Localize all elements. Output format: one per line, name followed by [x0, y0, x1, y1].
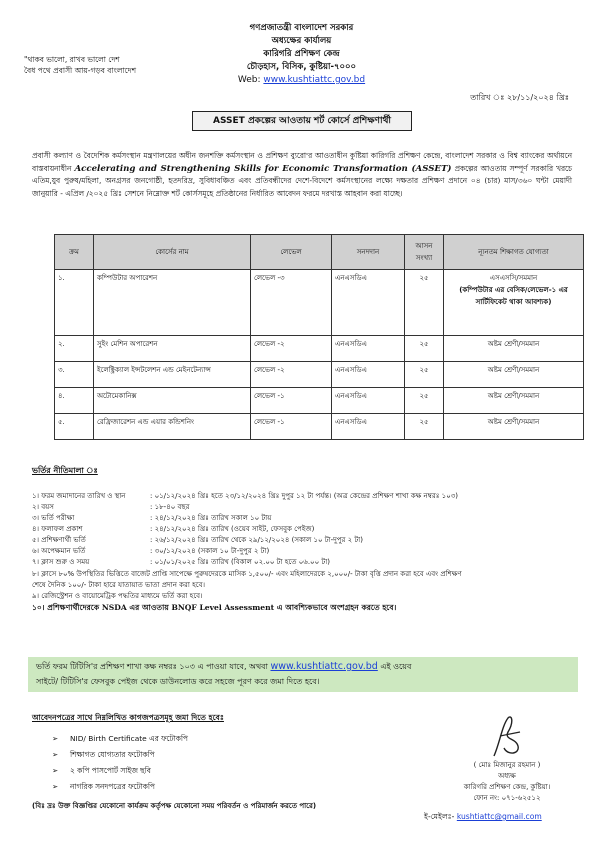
policy-key: ৩। ভর্তি পরীক্ষা — [32, 514, 75, 522]
cell-level: লেভেল -২ — [251, 336, 332, 362]
cell-course-name: কম্পিউটার অপারেশন — [94, 270, 251, 336]
policy-note-registration: ৯। রেজিস্ট্রেশন ও বায়োমেট্রিক পদ্ধতির মাধ্যমে ভর্তি করা হবে। — [32, 592, 203, 600]
cell-seats: ২৫ — [405, 414, 444, 440]
cell-course-name: অটোমেকানিক্স — [94, 388, 251, 414]
cell-certification: এনএসডিএ — [332, 362, 405, 388]
signatory-org: কারিগরি প্রশিক্ষণ কেন্দ্র, কুষ্টিয়া। — [463, 783, 551, 791]
cell-seats: ২৫ — [405, 336, 444, 362]
cell-level: লেভেল -১ — [251, 388, 332, 414]
green-part3: সাইটে/ টিটিসি'র ফেসবুক পেইজ থেকে ডাউনলোড করে সহজে পূরণ করে জমা দিতে হবে। — [36, 677, 320, 686]
col-certification: সনদদান — [332, 235, 405, 270]
cell-level: লেভেল -৩ — [251, 270, 332, 336]
cell-seats: ২৫ — [405, 388, 444, 414]
policy-value: : ৩০/১২/২০২৪ (সকাল ১০ টা-দুপুর ২ টা) — [150, 547, 270, 555]
policy-value: : ২৪/১২/২০২৪ খ্রিঃ তারিখ সকাল ১০ টায় — [150, 514, 272, 522]
slogan-line2: বৈধ পথে প্রবাসী আয়-গড়ব বাংলাদেশ — [24, 66, 137, 75]
policy-key: ২। বয়স — [32, 503, 54, 511]
cell-course-name: রেফ্রিজারেশন এন্ড এয়ার কন্ডিশনিং — [94, 414, 251, 440]
web-label: Web: — [237, 75, 261, 85]
arrow-icon: ➢ — [52, 750, 59, 759]
note10-pre: ১০। প্রশিক্ষণার্থীদেরকে — [32, 603, 100, 612]
policy-key: ৪। ফলাফল প্রকাশ — [32, 525, 83, 533]
arrow-icon: ➢ — [52, 766, 59, 775]
document-item — [52, 731, 188, 746]
policy-title: ভর্তির নীতিমালা ঃ — [32, 466, 98, 475]
document-label: NID/ Birth Certificate এর ফটোকপি — [70, 734, 188, 743]
signatory-name: ( মোঃ মিজানুর রহমান ) — [473, 761, 541, 769]
signatory-title: অধ্যক্ষ — [498, 772, 516, 780]
notice-banner: ASSET প্রকল্পের আওতায় শর্ট কোর্সে প্রশিক্ষণার্থী — [192, 111, 412, 131]
table-row — [55, 414, 584, 440]
col-level: লেভেল — [251, 235, 332, 270]
document-item — [52, 763, 151, 778]
cell-course-name: সুইং মেশিন অপারেশন — [94, 336, 251, 362]
policy-key: ৬। অপেক্ষমান ভর্তি — [32, 547, 86, 555]
qualification-text: এসএসসি/সমমান — [489, 274, 538, 282]
email-label: ই-মেইলঃ- — [424, 812, 455, 821]
cell-qualification: অষ্টম শ্রেণী/সমমান — [444, 336, 584, 362]
cell-certification: এনএসডিএ — [332, 336, 405, 362]
document-label: ২ কপি পাসপোর্ট সাইজ ছবি — [70, 766, 151, 775]
table-row — [55, 270, 584, 336]
policy-value: : ২৪/১২/২০২৪ খ্রিঃ তারিখ (ওয়েব সাইট, ফেসবুক পেইজ) — [150, 525, 315, 533]
col-seats: আসন সংখ্যা — [405, 235, 444, 270]
signatory-email — [424, 811, 542, 824]
col-qualification: ন্যূনতম শিক্ষাগত যোগ্যতা — [444, 235, 584, 270]
header-office: অধ্যক্ষের কার্যালয় — [271, 36, 332, 46]
document-item — [52, 779, 155, 794]
green-part1: ভর্তি ফরম টিটিসি'র প্রশিক্ষণ শাখা কক্ষ নম্বরঃ ১০৩ এ পাওয়া যাবে, অথবা — [36, 662, 268, 671]
col-serial: ক্রম — [55, 235, 94, 270]
signatory-phone: ফোন নং: ০৭১-৬২৫১২ — [473, 794, 541, 802]
intro-paragraph — [32, 150, 572, 200]
form-availability-box — [28, 657, 578, 692]
cell-serial: ৫. — [55, 414, 94, 440]
cell-certification: এনএসডিএ — [332, 414, 405, 440]
web-link[interactable]: www.kushtiattc.gov.bd — [263, 75, 366, 85]
cell-qualification: অষ্টম শ্রেণী/সমমান — [444, 414, 584, 440]
courses-table — [54, 234, 584, 440]
policy-note-assessment — [32, 603, 582, 614]
slogan-line1: "থাকব ভালো, রাখব ভালো দেশ — [24, 55, 120, 64]
cell-qualification: অষ্টম শ্রেণী/সমমান — [444, 388, 584, 414]
cell-serial: ১. — [55, 270, 94, 336]
policy-value: : ২৬/১২/২০২৪ খ্রিঃ তারিখ থেকে ২৯/১২/২০২৪ (সকাল ১০ টা-দুপুর ২ টা) — [150, 536, 363, 544]
note10-bnqf: NSDA এর আওতায় BNQF Level Assessment — [101, 603, 275, 612]
policy-value: : ১৮-৪০ বছর — [150, 503, 190, 511]
green-web-link[interactable]: www.kushtiattc.gov.bd — [270, 661, 378, 672]
arrow-icon: ➢ — [52, 734, 59, 743]
table-header-row — [55, 235, 584, 270]
document-label: শিক্ষাগত যোগ্যতার ফটোকপি — [70, 750, 155, 759]
intro-part1: প্রবাসী কল্যাণ ও বৈদেশিক কর্মসংস্থান মন্ত্রণালয়ের অধীন জনশক্তি কর্মসংস্থান ও প্রশিক্ষণ ব্যুরো'র আওতাধীন কুষ্টিয়া কারিগরি প্রশিক্ষণ কেন্দ্রে, বাংলাদেশ সরকার ও বিশ্ব ব্যাংকের অর্থায়নে বাস্তবায়নাধীন — [32, 151, 572, 173]
col-course-name: কোর্সের নাম — [94, 235, 251, 270]
policy-key: ১। ফরম জমাদানের তারিখ ও স্থান — [32, 492, 126, 500]
table-row — [55, 388, 584, 414]
cell-qualification — [444, 270, 584, 336]
notice-date: তারিখ ঃ ২৮/১১/২০২৪ খ্রিঃ — [470, 93, 569, 102]
cell-serial: ৩. — [55, 362, 94, 388]
disclaimer-note: (বিঃ দ্রঃ উক্ত বিজ্ঞপ্তির যেকোনো কার্যক্রম কর্তৃপক্ষ যেকোনো সময় পরিবর্তন ও পরিমার্জন করতে পারে) — [32, 802, 317, 810]
cell-seats: ২৫ — [405, 270, 444, 336]
qualification-note: (কম্পিউটার এর বেসিক/লেভেল-১ এর সার্টিফিকেট থাকা আবশ্যক) — [459, 286, 568, 306]
header-address: চৌড়হাস, বিসিক, কুষ্টিয়া-৭০০০ — [246, 62, 357, 72]
policy-note-stipend: ৮। ক্লাসে ৮০% উপস্থিতির ভিত্তিতে বাজেট প্রাপ্তি সাপেক্ষে পুরুষদেরকে মাসিক ১,৫০০/- এবং মহিলাদেরকে ২,০০০/- টাকা বৃত্তি প্রদান করা হবে এবং প্রশিক্ষণ — [32, 570, 462, 578]
policy-value: : ০১/১২/২০২৪ খ্রিঃ হতে ২৩/১২/২০২৪ খ্রিঃ দুপুর ১২ টা পর্যন্ত। (অত্র কেন্দ্রের প্রশিক্ষণ শাখা কক্ষ নম্বরঃ ১০৩) — [150, 492, 459, 500]
green-part2: এই ওয়েব — [380, 662, 412, 671]
table-row — [55, 362, 584, 388]
table-row — [55, 336, 584, 362]
cell-qualification: অষ্টম শ্রেণী/সমমান — [444, 362, 584, 388]
policy-key: ৫। প্রশিক্ষণার্থী ভর্তি — [32, 536, 86, 544]
signature-mark — [486, 712, 526, 760]
intro-project-name: Accelerating and Strengthening Skills for Economic Transformation (ASSET) — [74, 163, 452, 174]
documents-title: আবেদনপত্রের সাথে নিম্নলিখিত কাগজপত্রসমূহ জমা দিতে হবেঃ — [32, 713, 224, 722]
policy-key: ৭। ক্লাস শুরু ও সময় — [32, 558, 90, 566]
cell-seats: ২৫ — [405, 362, 444, 388]
cell-level: লেভেল -২ — [251, 362, 332, 388]
arrow-icon: ➢ — [52, 782, 59, 791]
cell-certification: এনএসডিএ — [332, 388, 405, 414]
email-link[interactable]: kushtiattc@gmail.com — [456, 812, 542, 821]
cell-level: লেভেল -১ — [251, 414, 332, 440]
document-label: নাগরিক সনদপত্রের ফটোকপি — [70, 782, 155, 791]
cell-serial: ২. — [55, 336, 94, 362]
header-gov: গণপ্রজাতন্ত্রী বাংলাদেশ সরকার — [249, 23, 354, 33]
cell-course-name: ইলেক্ট্রিক্যাল ইন্সটলেশন এন্ড মেইনটেন্যান্স — [94, 362, 251, 388]
cell-serial: ৪. — [55, 388, 94, 414]
policy-value: : ০১/০১/২০২৫ খ্রিঃ তারিখ (বিকাল ০২.০০ টা হতে ০৬.০০ টা) — [150, 558, 330, 566]
note10-post: এ আবশ্যিকভাবে অংশগ্রহন করতে হবে। — [276, 603, 397, 612]
intro-part2: প্রকল্পের আওতায় সম্পূর্ণ সরকারি খরচে এতিম,যুব পুরুষ/মহিলা, অনগ্রসর জনগোষ্ঠী, হতদরিদ্র, সুবিধাবঞ্চিত এবং প্রতিবন্ধীদের দেশে-বিদেশে কর্মসংস্থানের লক্ষ্যে দক্ষতার প্রশিক্ষণ প্রদানে ০৪ (চার) মাস/৩৬০ ঘন্টা মেয়াদী জানুয়ারি - এপ্রিল /২০২৫ খ্রিঃ সেশনে নিম্নোক্ত শর্ট কোর্সসমূহে প্রতিষ্ঠানের নির্ধারিত আবেদন ফরমে দরখাস্ত আহবান করা যাচ্ছে। — [32, 163, 572, 198]
document-item — [52, 747, 155, 762]
header-center: কারিগরি প্রশিক্ষণ কেন্দ্র — [263, 49, 340, 59]
policy-note-allowance: শেষে দৈনিক ১০০/- টাকা হারে যাতায়াত ভাতা প্রদান করা হবে। — [32, 581, 205, 589]
cell-certification: এনএসডিএ — [332, 270, 405, 336]
